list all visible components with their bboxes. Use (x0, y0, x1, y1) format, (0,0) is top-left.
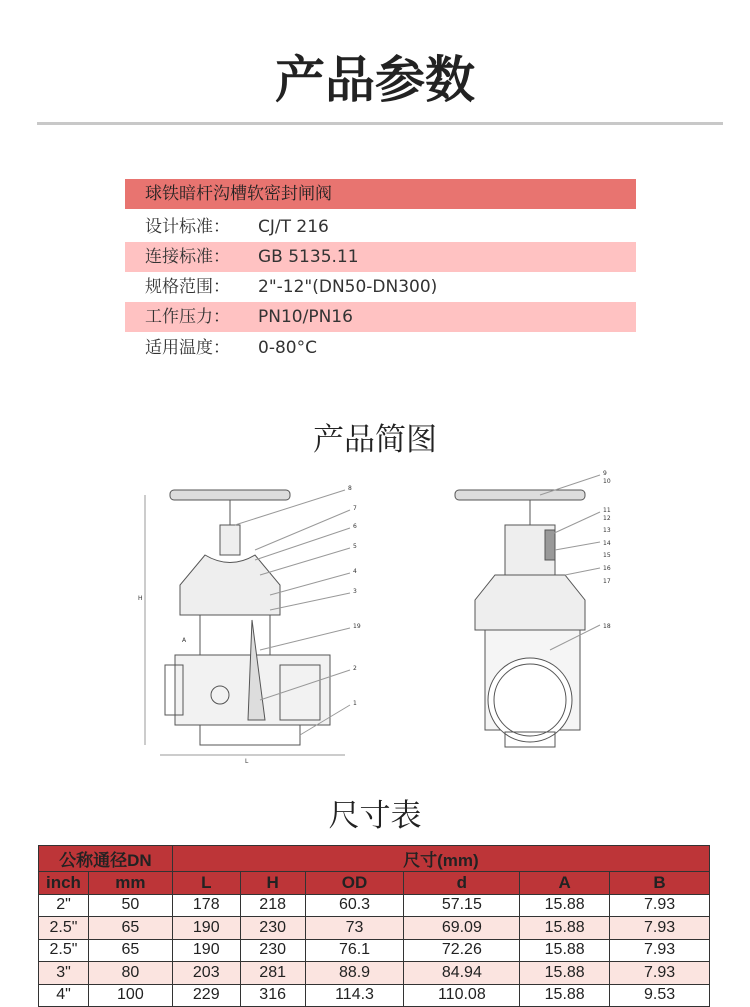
table-cell: 84.94 (404, 962, 520, 985)
table-row (39, 894, 710, 917)
table-cell: 15.88 (520, 984, 610, 1007)
table-cell: 9.53 (610, 984, 710, 1007)
part-label: 7 (353, 505, 357, 512)
part-label: 3 (353, 588, 357, 595)
part-label: 12 (603, 515, 611, 522)
table-cell: 15.88 (520, 962, 610, 985)
spec-value: 0-80°C (258, 338, 317, 358)
spec-value: PN10/PN16 (258, 307, 353, 327)
group-header: 尺寸(mm) (172, 846, 709, 872)
table-cell: 72.26 (404, 939, 520, 962)
part-label: 16 (603, 565, 611, 572)
table-row (39, 962, 710, 985)
part-label: 2 (353, 665, 357, 672)
table-cell: 76.1 (305, 939, 404, 962)
table-cell: 281 (240, 962, 305, 985)
product-name: 球铁暗杆沟槽软密封闸阀 (145, 184, 332, 204)
table-cell: 2.5" (39, 939, 89, 962)
table-cell: 80 (88, 962, 172, 985)
part-label: 9 (603, 470, 607, 477)
spec-value: CJ/T 216 (258, 217, 329, 237)
diagram-title: 产品简图 (313, 422, 437, 458)
part-label: 14 (603, 540, 611, 547)
table-cell: 100 (88, 984, 172, 1007)
spec-label: 设计标准： (145, 217, 230, 237)
table-cell: 190 (172, 917, 240, 940)
table-cell: 73 (305, 917, 404, 940)
part-label: 5 (353, 543, 357, 550)
table-cell: 15.88 (520, 917, 610, 940)
spec-row (125, 242, 636, 272)
size-table-title: 尺寸表 (328, 798, 422, 834)
column-header: d (404, 872, 520, 895)
table-cell: 7.93 (610, 894, 710, 917)
table-cell: 316 (240, 984, 305, 1007)
part-label: 18 (603, 623, 611, 630)
spec-row (125, 272, 636, 302)
table-cell: 50 (88, 894, 172, 917)
spec-label: 规格范围： (145, 277, 230, 297)
part-label: 19 (353, 623, 361, 630)
table-row (39, 984, 710, 1007)
table-cell: 7.93 (610, 917, 710, 940)
spec-label: 适用温度： (145, 338, 230, 358)
table-row (39, 917, 710, 940)
table-cell: 69.09 (404, 917, 520, 940)
spec-value: 2"-12"(DN50-DN300) (258, 277, 438, 297)
valve-front-section (138, 485, 361, 765)
part-label: 6 (353, 523, 357, 530)
part-label: 8 (348, 485, 352, 492)
spec-header (125, 179, 636, 209)
spec-label: 工作压力： (145, 307, 230, 327)
table-cell: 3" (39, 962, 89, 985)
column-header: mm (88, 872, 172, 895)
size-table (38, 845, 710, 1007)
table-cell: 178 (172, 894, 240, 917)
spec-value: GB 5135.11 (258, 247, 359, 267)
table-cell: 2.5" (39, 917, 89, 940)
table-cell: 4" (39, 984, 89, 1007)
part-label: 4 (353, 568, 357, 575)
part-label: 10 (603, 478, 611, 485)
valve-diagram (120, 470, 640, 770)
table-row (39, 939, 710, 962)
table-cell: 2" (39, 894, 89, 917)
dim-label: H (138, 595, 143, 602)
column-header: OD (305, 872, 404, 895)
column-header: H (240, 872, 305, 895)
dim-label: A (182, 637, 187, 644)
table-cell: 203 (172, 962, 240, 985)
valve-side-section (455, 470, 611, 747)
part-label: 1 (353, 700, 357, 707)
dim-label: L (245, 758, 249, 765)
column-header: inch (39, 872, 89, 895)
table-cell: 7.93 (610, 962, 710, 985)
table-cell: 229 (172, 984, 240, 1007)
column-header: A (520, 872, 610, 895)
spec-row (125, 302, 636, 332)
group-header: 公称通径DN (39, 846, 173, 872)
table-cell: 65 (88, 939, 172, 962)
table-cell: 57.15 (404, 894, 520, 917)
table-cell: 15.88 (520, 939, 610, 962)
spec-label: 连接标准： (145, 247, 230, 267)
table-cell: 110.08 (404, 984, 520, 1007)
table-cell: 218 (240, 894, 305, 917)
table-cell: 230 (240, 939, 305, 962)
table-cell: 7.93 (610, 939, 710, 962)
divider (37, 122, 723, 125)
table-cell: 230 (240, 917, 305, 940)
table-cell: 15.88 (520, 894, 610, 917)
table-cell: 190 (172, 939, 240, 962)
table-cell: 114.3 (305, 984, 404, 1007)
part-label: 13 (603, 527, 611, 534)
part-label: 17 (603, 578, 611, 585)
spec-row (125, 333, 636, 363)
table-cell: 65 (88, 917, 172, 940)
column-header: L (172, 872, 240, 895)
part-label: 15 (603, 552, 611, 559)
spec-row (125, 212, 636, 242)
table-cell: 88.9 (305, 962, 404, 985)
column-header: B (610, 872, 710, 895)
part-label: 11 (603, 507, 611, 514)
table-cell: 60.3 (305, 894, 404, 917)
page-title: 产品参数 (275, 51, 475, 109)
